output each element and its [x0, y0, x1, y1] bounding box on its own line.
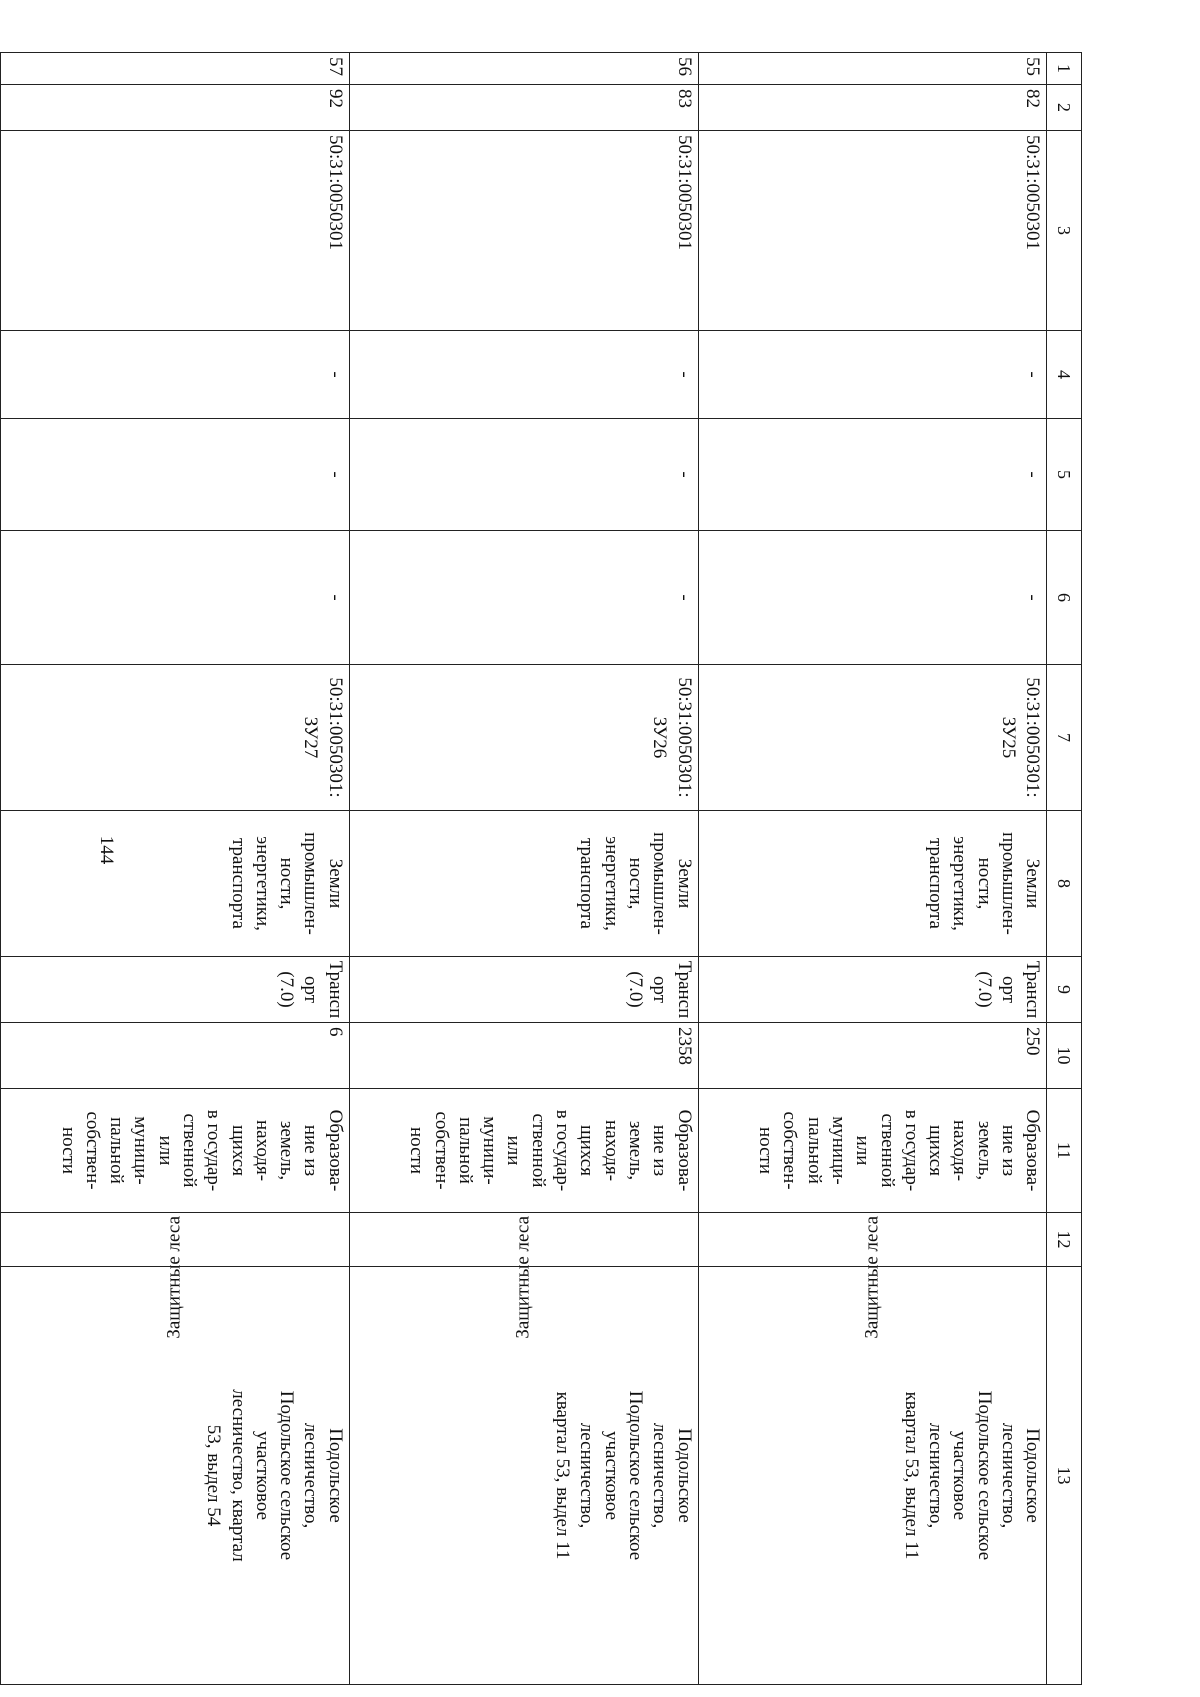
- empty-value-cell: -: [1, 331, 350, 419]
- empty-value-cell: -: [349, 531, 698, 665]
- forest-category-text: Защитные леса: [512, 1216, 534, 1339]
- empty-value-cell: -: [698, 331, 1047, 419]
- cadastral-block-cell: 50:31:0050301: [1, 131, 350, 331]
- column-number-row: [1047, 53, 1082, 1685]
- plot-number-cell: 92: [1, 85, 350, 131]
- column-header: 6: [1047, 531, 1082, 665]
- permitted-use-cell: Транспорт (7.0): [1, 957, 350, 1023]
- row-number-cell: 55: [698, 53, 1047, 85]
- column-header: 12: [1047, 1213, 1082, 1267]
- forest-category-text: Защитные леса: [861, 1216, 883, 1339]
- empty-value-cell: -: [1, 419, 350, 531]
- permitted-use-cell: Транспорт (7.0): [349, 957, 698, 1023]
- plot-number-cell: 82: [698, 85, 1047, 131]
- table-row: [698, 53, 1047, 1685]
- column-header: 9: [1047, 957, 1082, 1023]
- column-header: 8: [1047, 811, 1082, 957]
- land-category-cell: Земли промышлен- ности, энергетики, транспорта: [698, 811, 1047, 957]
- empty-value-cell: -: [698, 419, 1047, 531]
- empty-value-cell: -: [349, 331, 698, 419]
- area-cell: 2358: [349, 1023, 698, 1089]
- land-category-cell: Земли промышлен- ности, энергетики, транспорта: [1, 811, 350, 957]
- column-header: 3: [1047, 131, 1082, 331]
- cadastral-block-cell: 50:31:0050301: [698, 131, 1047, 331]
- empty-value-cell: -: [349, 419, 698, 531]
- formation-method-cell: Образова- ние из земель, находя- щихся в государ- ственной или муници- пальной собствен- ности: [698, 1089, 1047, 1213]
- empty-value-cell: -: [698, 531, 1047, 665]
- forest-category-cell: [698, 1213, 1047, 1339]
- permitted-use-cell: Транспорт (7.0): [698, 957, 1047, 1023]
- cadastral-block-cell: 50:31:0050301: [349, 131, 698, 331]
- plot-designation-cell: 50:31:0050301: ЗУ27: [1, 665, 350, 811]
- plot-number-cell: 83: [349, 85, 698, 131]
- column-header: 10: [1047, 1023, 1082, 1089]
- formation-method-cell: Образова- ние из земель, находя- щихся в государ- ственной или муници- пальной собствен- ности: [1, 1089, 350, 1213]
- rotated-table-wrapper: [0, 52, 1082, 1684]
- formation-method-cell: Образова- ние из земель, находя- щихся в государ- ственной или муници- пальной собствен- ности: [349, 1089, 698, 1213]
- plot-designation-cell: 50:31:0050301: ЗУ26: [349, 665, 698, 811]
- column-header: 13: [1047, 1267, 1082, 1685]
- forest-category-text: Защитные леса: [163, 1216, 185, 1339]
- forest-location-cell: Подольское лесничество, Подольское сельское участковое лесничество, квартал 53, выдел 11: [698, 1267, 1047, 1685]
- empty-value-cell: -: [1, 531, 350, 665]
- area-cell: 250: [698, 1023, 1047, 1089]
- row-number-cell: 56: [349, 53, 698, 85]
- page-number: 144: [96, 835, 117, 865]
- forest-location-cell: Подольское лесничество, Подольское сельское участковое лесничество, квартал 53, выдел 54: [1, 1267, 350, 1685]
- forest-category-cell: [1, 1213, 350, 1339]
- plot-designation-cell: 50:31:0050301: ЗУ25: [698, 665, 1047, 811]
- land-category-cell: Земли промышлен- ности, энергетики, транспорта: [349, 811, 698, 957]
- column-header: 1: [1047, 53, 1082, 85]
- table-row: [1, 53, 350, 1685]
- forest-location-cell: Подольское лесничество, Подольское сельское участковое лесничество, квартал 53, выдел 11: [349, 1267, 698, 1685]
- land-plot-table: [0, 52, 1082, 1685]
- column-header: 4: [1047, 331, 1082, 419]
- row-number-cell: 57: [1, 53, 350, 85]
- column-header: 5: [1047, 419, 1082, 531]
- area-cell: 6: [1, 1023, 350, 1089]
- forest-category-cell: [349, 1213, 698, 1339]
- column-header: 7: [1047, 665, 1082, 811]
- column-header: 2: [1047, 85, 1082, 131]
- column-header: 11: [1047, 1089, 1082, 1213]
- table-row: [349, 53, 698, 1685]
